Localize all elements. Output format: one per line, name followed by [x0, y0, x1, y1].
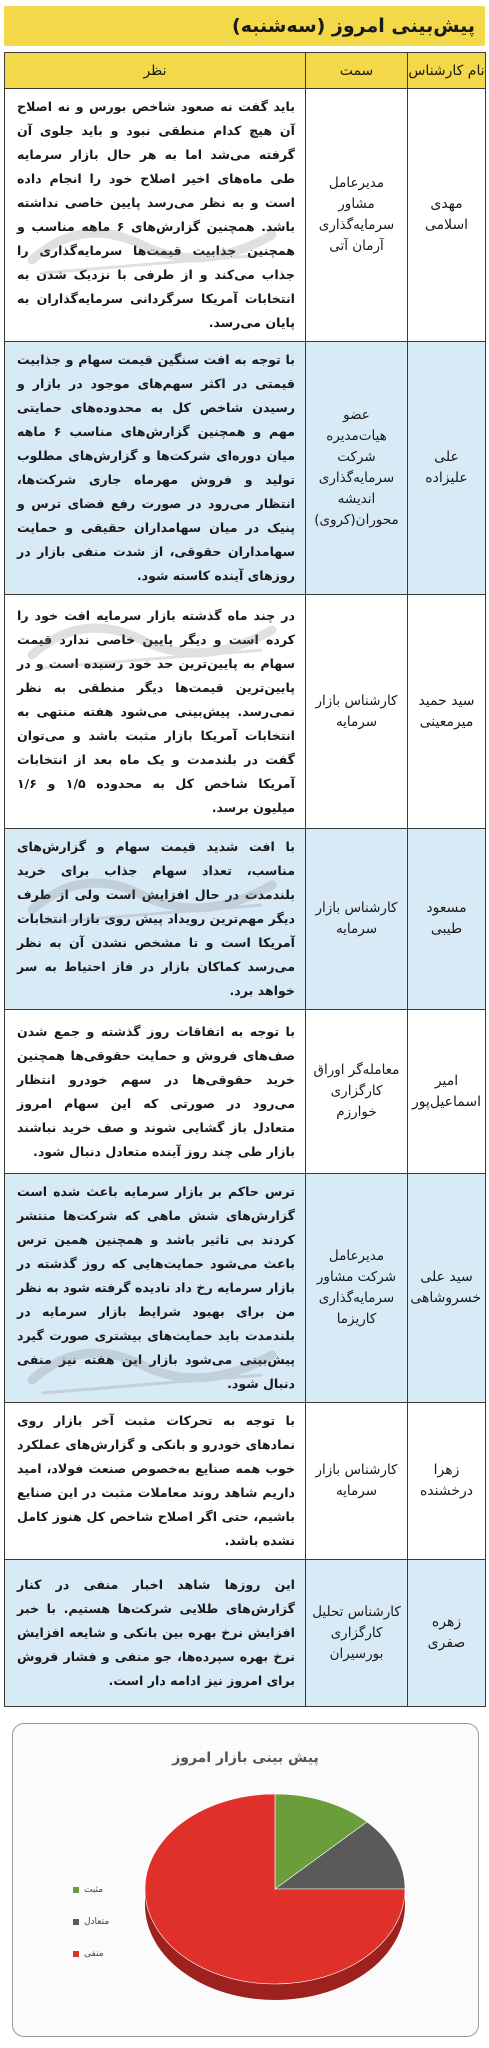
- header-role: سمت: [306, 53, 408, 89]
- chart-legend: [73, 1874, 109, 1970]
- table-row: [5, 1174, 486, 1403]
- expert-name: زهره صفری: [408, 1560, 486, 1707]
- expert-opinion: در چند ماه گذشته بازار سرمایه افت خود را کرده است و دیگر پایین خاصی ندارد قیمت سهام به پایین‌ترین حد خود رسیده است و در پایین‌ترین قیمت‌ها دیگر منطقی به نظر نمی‌رسد. پیش‌بینی می‌شود هفته منتهی به انتخابات آمریکا بازار مثبت باشد و می‌توان گفت در بلندمدت و یک ماه بعد از انتخابات آمریکا شاخص کل به محدوده ۱/۵ و ۱/۶ میلیون برسد.: [5, 595, 306, 829]
- expert-name: سید علی خسروشاهی: [408, 1174, 486, 1403]
- title-bar: [4, 6, 485, 46]
- expert-role: معامله‌گر اوراق کارگزاری خوارزم: [306, 1010, 408, 1174]
- expert-role: مدیرعامل مشاور سرمایه‌گذاری آرمان آتی: [306, 89, 408, 342]
- forecast-table: [4, 52, 486, 1707]
- expert-opinion: با توجه به افت سنگین قیمت سهام و جذابیت قیمتی در اکثر سهم‌های موجود در بازار و رسیدن شاخص کل به محدوده‌های حمایتی مهم و همچنین گزارش‌های مناسب ۶ ماهه میان دوره‌ای شرکت‌ها و گزارش‌های مطلوب تولید و فروش مهرماه جاری شرکت‌ها، انتظار می‌رود در صورت رفع فضای ترس و پنیک در میان سهامداران حقیقی و حمایت سهامداران حقوقی، از شدت منفی بازار در روزهای آینده کاسته شود.: [5, 342, 306, 595]
- legend-swatch: [73, 1919, 79, 1925]
- legend-item: [73, 1874, 109, 1906]
- table-row: [5, 342, 486, 595]
- expert-name: سید حمید میرمعینی: [408, 595, 486, 829]
- expert-opinion: با توجه به اتفاقات روز گذشته و جمع شدن صف‌های فروش و حمایت حقوقی‌ها همچنین خرید حقوقی‌ها در سهم خودرو انتظار می‌رود در صورتی که این سهام امروز متعادل باز گشایی شوند و صف خرید نباشند بازار طی چند روز آینده متعادل دنبال شود.: [5, 1010, 306, 1174]
- table-row: [5, 89, 486, 342]
- legend-label: متعادل: [84, 1917, 110, 1927]
- table-header-row: [5, 53, 486, 89]
- table-row: [5, 829, 486, 1010]
- expert-role: کارشناس بازار سرمایه: [306, 595, 408, 829]
- expert-opinion: این روزها شاهد اخبار منفی در کنار گزارش‌های طلایی شرکت‌ها هستیم. با خبر افزایش نرخ بهره بین بانکی و شایعه افزایش نرخ بهره سپرده‌ها، جو منفی و فشار فروش برای امروز نیز ادامه دار است.: [5, 1560, 306, 1707]
- expert-opinion: ترس حاکم بر بازار سرمایه باعث شده است گزارش‌های شش ماهی که شرکت‌ها منتشر کردند بی تاثیر باشد و همچنین همین ترس باعث می‌شود حمایت‌هایی که روز گذشته در بازار سرمایه رخ داد نادیده گرفته شود به نظر من برای بهبود شرایط بازار سرمایه در بلندمدت باید حمایت‌های بیشتری صورت گیرد پیش‌بینی می‌شود بازار این هفته نیز منفی دنبال شود.: [5, 1174, 306, 1403]
- expert-name: امیر اسماعیل‌پور: [408, 1010, 486, 1174]
- expert-opinion: با توجه به تحرکات مثبت آخر بازار روی نمادهای خودرو و بانکی و گزارش‌های عملکرد خوب همه صنایع به‌خصوص صنعت فولاد، امید داریم شاهد روند معاملات مثبت در این صنایع باشیم، حتی اگر اصلاح شاخص کل هنوز کامل نشده باشد.: [5, 1403, 306, 1560]
- table-row: [5, 1560, 486, 1707]
- legend-swatch: [73, 1887, 79, 1893]
- page-title: پیش‌بینی امروز (سه‌شنبه): [232, 15, 475, 37]
- header-name: نام کارشناس: [408, 53, 486, 89]
- table-row: [5, 595, 486, 829]
- expert-opinion: با افت شدید قیمت سهام و گزارش‌های مناسب، تعداد سهام جذاب برای خرید بلندمدت در حال افزایش است ولی از طرف دیگر مهم‌ترین رویداد پیش روی بازار انتخابات آمریکا است و تا مشخص نشدن آن به نظر می‌رسد کماکان بازار در فاز احتیاط به سر خواهد برد.: [5, 829, 306, 1010]
- legend-label: مثبت: [84, 1885, 104, 1895]
- expert-opinion: باید گفت نه صعود شاخص بورس و نه اصلاح آن هیچ کدام منطقی نبود و باید جلوی آن گرفته می‌شد اما به هر حال بازار سرمایه طی ماه‌های اخیر اصلاح خود را انجام داده است و به نظر می‌رسد پایین خاصی نداشته باشد. همچنین گزارش‌های ۶ ماهه مناسب و همچنین جذابیت قیمت‌ها سرمایه‌گذاری را جذاب می‌کند و از طرفی با نزدیک شدن به انتخابات آمریکا سرگردانی سرمایه‌گذاران به پایان می‌رسد.: [5, 89, 306, 342]
- table-row: [5, 1403, 486, 1560]
- legend-swatch: [73, 1951, 79, 1957]
- expert-role: کارشناس بازار سرمایه: [306, 829, 408, 1010]
- forecast-chart: [12, 1723, 479, 2037]
- expert-role: کارشناس بازار سرمایه: [306, 1403, 408, 1560]
- expert-name: زهرا درخشنده: [408, 1403, 486, 1560]
- legend-item: [73, 1906, 109, 1938]
- expert-role: کارشناس تحلیل کارگزاری بورسیران: [306, 1560, 408, 1707]
- expert-role: عضو هیات‌مدیره شرکت سرمایه‌گذاری اندیشه محوران(کروی): [306, 342, 408, 595]
- legend-label: منفی: [84, 1949, 104, 1959]
- expert-name: علی علیزاده: [408, 342, 486, 595]
- header-opinion: نظر: [5, 53, 306, 89]
- expert-name: مهدی اسلامی: [408, 89, 486, 342]
- chart-title: پیش بینی بازار امروز: [172, 1750, 319, 1766]
- legend-item: [73, 1938, 109, 1970]
- expert-name: مسعود طیبی: [408, 829, 486, 1010]
- table-row: [5, 1010, 486, 1174]
- expert-role: مدیرعامل شرکت مشاور سرمایه‌گذاری کاریزما: [306, 1174, 408, 1403]
